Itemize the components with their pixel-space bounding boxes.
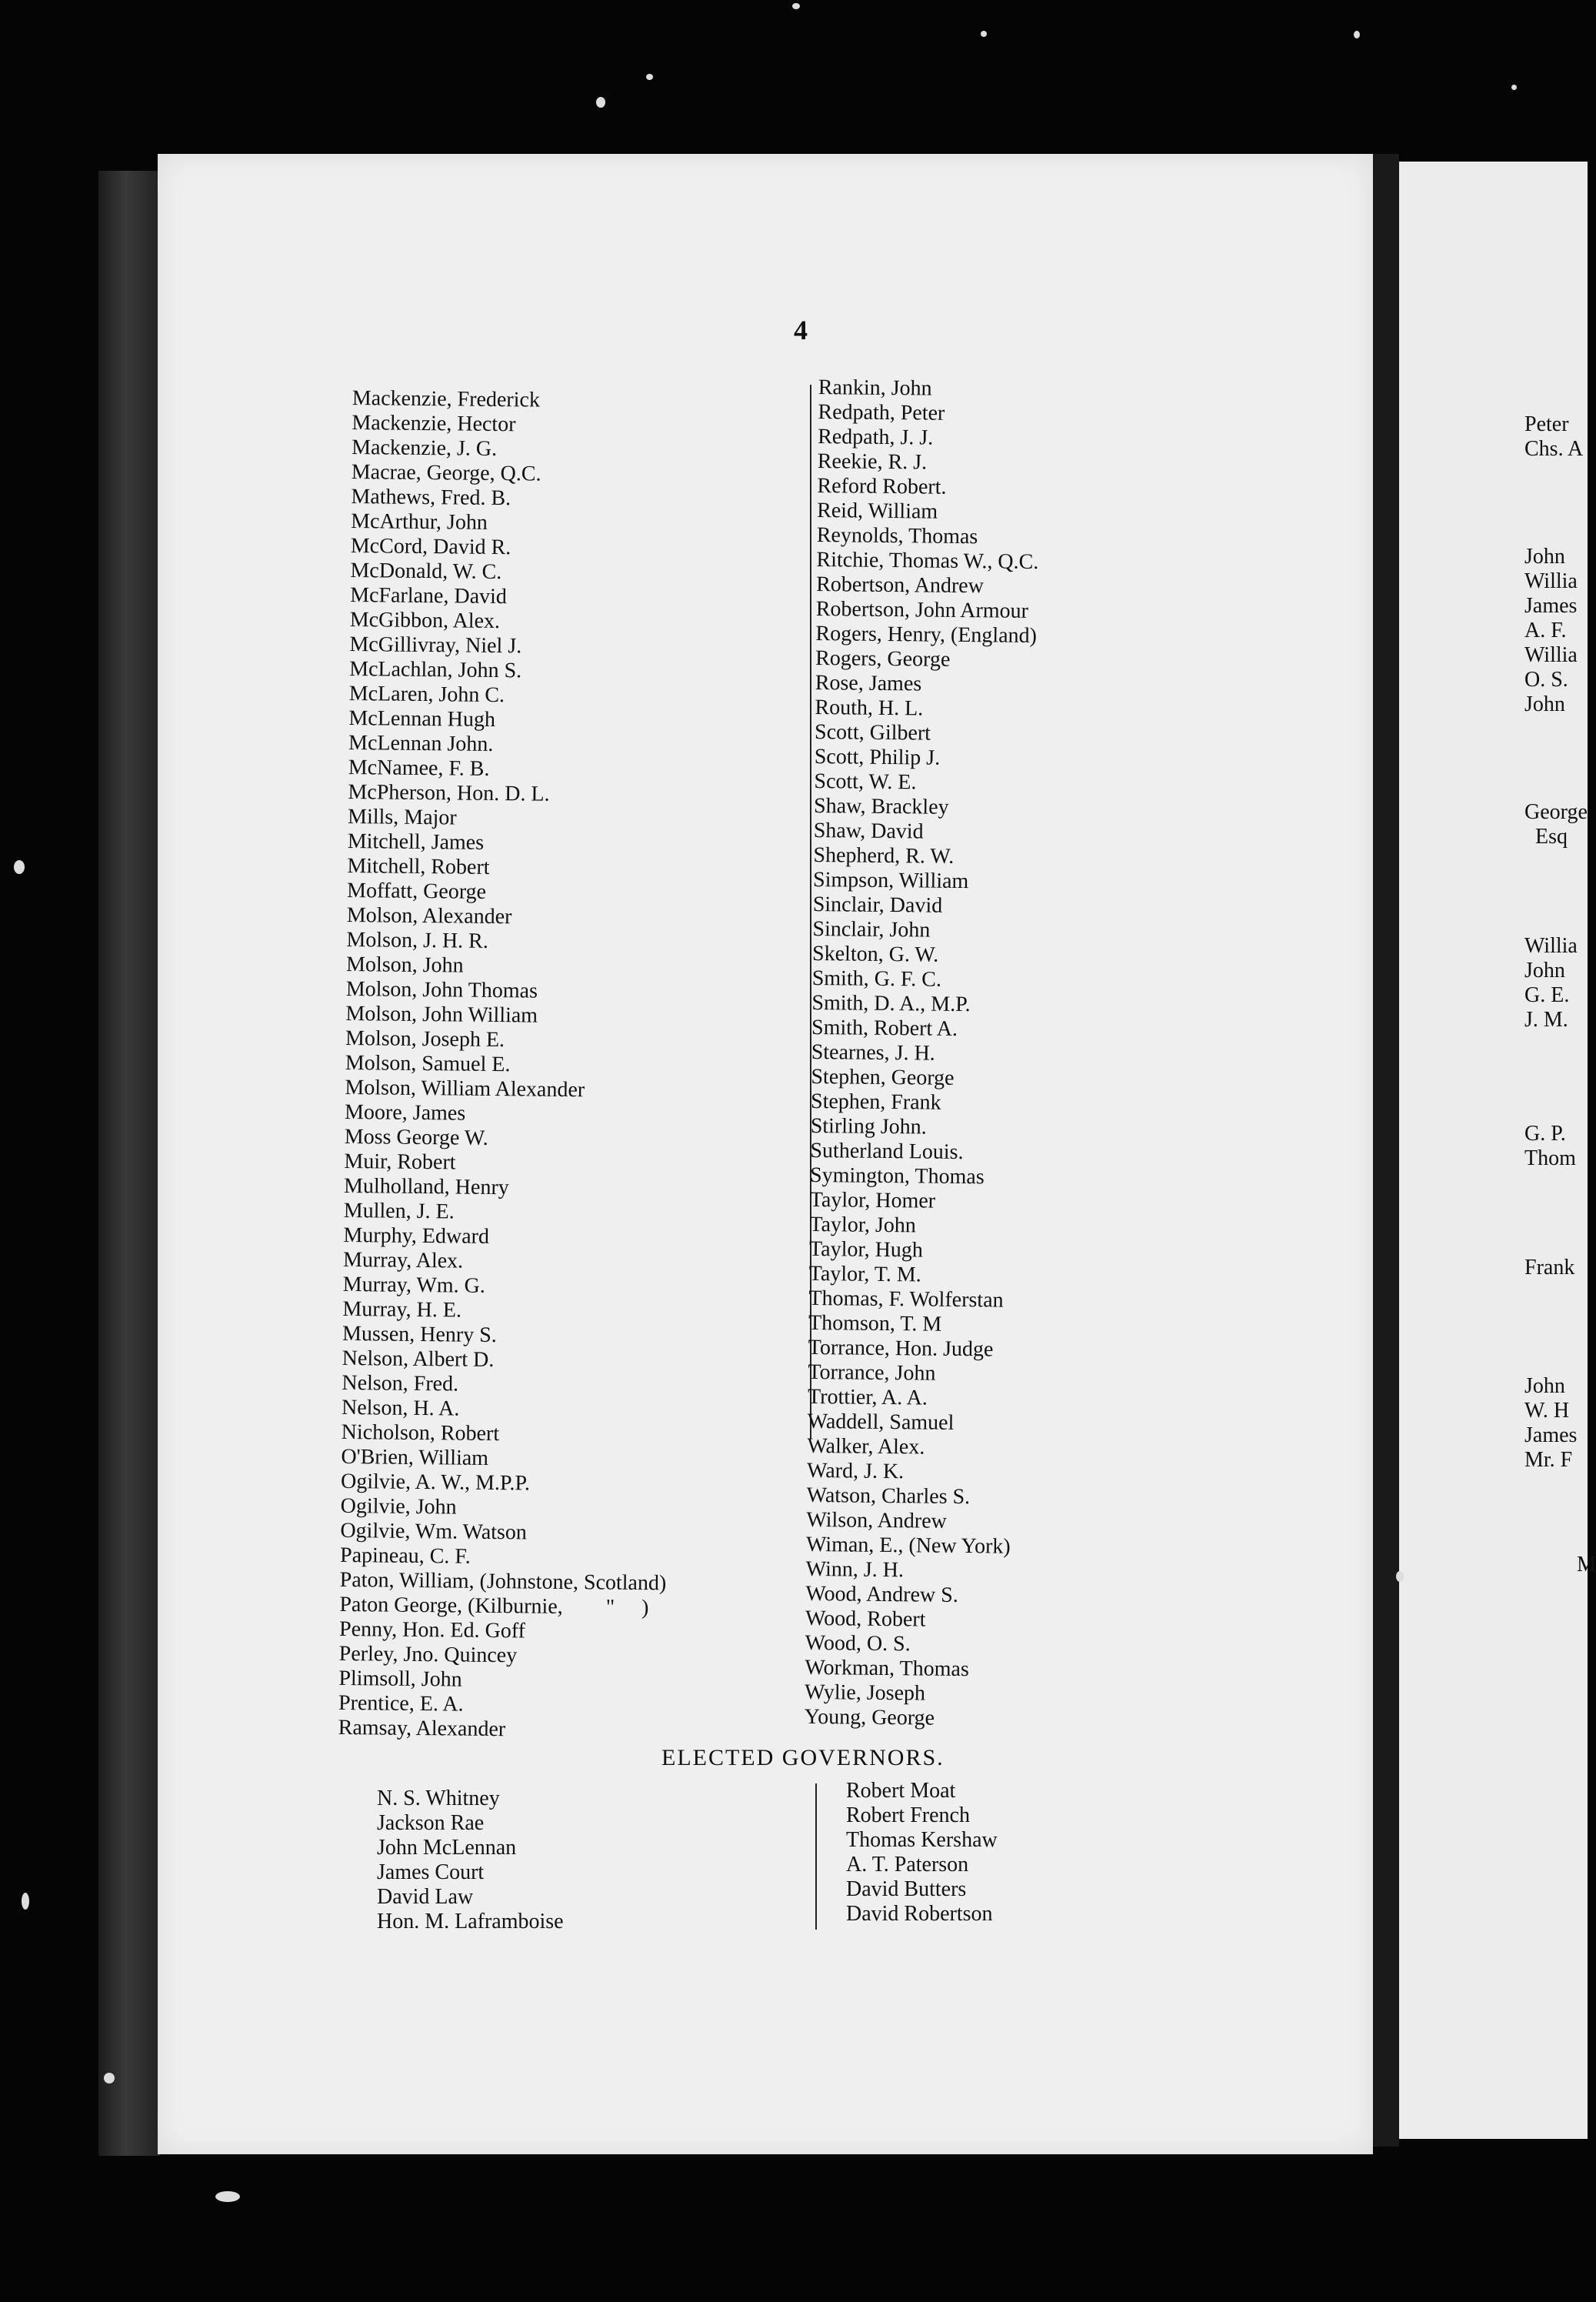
- member-name: Macrae, George, Q.C.: [351, 459, 541, 486]
- member-name: Molson, John William: [345, 1001, 538, 1028]
- member-name: Scott, W. E.: [814, 769, 917, 795]
- next-page-text-fragment: [1577, 1553, 1596, 1577]
- member-name: Prentice, E. A.: [338, 1690, 464, 1716]
- member-name: Moffatt, George: [346, 878, 487, 904]
- member-name: Mills, Major: [347, 804, 457, 830]
- dust-speck: [1396, 1571, 1404, 1582]
- member-name: Mitchell, James: [347, 829, 485, 855]
- dust-speck: [104, 2073, 115, 2083]
- member-name: Moss George W.: [344, 1124, 488, 1150]
- member-name: Smith, D. A., M.P.: [811, 990, 971, 1017]
- member-name: Mackenzie, Hector: [352, 410, 516, 437]
- fragment-line: Willia: [1524, 934, 1578, 958]
- governor-name: Robert French: [846, 1803, 970, 1827]
- member-name: Redpath, J. J.: [818, 424, 934, 450]
- member-name: Rogers, George: [815, 646, 951, 672]
- member-name: Ramsay, Alexander: [338, 1715, 506, 1742]
- member-name: Ogilvie, A. W., M.P.P.: [340, 1469, 531, 1496]
- member-name: McLaren, John C.: [348, 681, 505, 708]
- governor-name: A. T. Paterson: [846, 1853, 969, 1877]
- member-name: Watson, Charles S.: [806, 1483, 971, 1510]
- member-name: Sinclair, John: [812, 916, 931, 942]
- dust-speck: [215, 2191, 240, 2202]
- member-name: Rankin, John: [818, 375, 932, 401]
- next-page-text-fragment: [1524, 412, 1583, 462]
- member-name: McFarlane, David: [349, 582, 508, 609]
- member-name: Molson, Joseph E.: [345, 1026, 505, 1053]
- member-name: Shaw, David: [813, 818, 924, 844]
- member-name: Workman, Thomas: [805, 1655, 969, 1682]
- member-name: Redpath, Peter: [818, 399, 945, 425]
- fragment-line: A. F.: [1524, 619, 1567, 642]
- member-name: Molson, William Alexander: [345, 1075, 585, 1103]
- member-name: Rogers, Henry, (England): [815, 621, 1038, 648]
- member-name: Sutherland Louis.: [810, 1138, 964, 1165]
- member-name: Taylor, T. M.: [808, 1261, 921, 1287]
- member-name: Torrance, John: [808, 1360, 936, 1386]
- governor-name: David Law: [377, 1885, 474, 1909]
- member-name: Molson, John Thomas: [345, 976, 538, 1003]
- governor-name: John McLennan: [377, 1836, 517, 1860]
- member-name: Scott, Philip J.: [814, 744, 941, 770]
- member-name: Stirling John.: [810, 1113, 927, 1139]
- member-name: Trottier, A. A.: [807, 1384, 928, 1410]
- member-name: Mathews, Fred. B.: [351, 484, 511, 511]
- member-name: Mullen, J. E.: [343, 1198, 455, 1224]
- dust-speck: [596, 97, 605, 108]
- fragment-line: Peter: [1524, 412, 1569, 436]
- member-name: Wood, Andrew S.: [805, 1581, 958, 1607]
- member-name: Mulholland, Henry: [343, 1173, 509, 1200]
- dust-speck: [1511, 85, 1517, 90]
- governor-name: James Court: [377, 1860, 485, 1884]
- governor-name: Robert Moat: [846, 1779, 956, 1803]
- governors-list-right: [846, 1779, 998, 1927]
- dust-speck: [1354, 31, 1360, 38]
- member-name: Reford Robert.: [817, 473, 947, 499]
- fragment-line: Esq: [1524, 825, 1568, 849]
- fragment-line: W. H: [1524, 1399, 1570, 1423]
- member-name: Smith, Robert A.: [811, 1015, 958, 1041]
- member-name: Nelson, Fred.: [342, 1370, 459, 1396]
- fragment-line: James: [1524, 594, 1578, 618]
- document-page: [158, 154, 1373, 2154]
- member-name: Mackenzie, J. G.: [352, 435, 498, 461]
- member-name: McPherson, Hon. D. L.: [348, 779, 550, 806]
- member-name: Stephen, Frank: [810, 1089, 941, 1115]
- next-page-text-fragment: [1524, 934, 1578, 1033]
- member-name: Robertson, John Armour: [815, 596, 1029, 623]
- fragment-line: Chs. A: [1524, 437, 1584, 461]
- member-name: Winn, J. H.: [805, 1556, 905, 1583]
- member-name: Murray, H. E.: [342, 1296, 462, 1323]
- dust-speck: [981, 31, 987, 37]
- member-name: Mackenzie, Frederick: [352, 386, 541, 412]
- dust-speck: [22, 1893, 29, 1910]
- member-name: Murphy, Edward: [343, 1223, 490, 1249]
- member-name: Sinclair, David: [812, 892, 943, 918]
- member-name: Reekie, R. J.: [817, 449, 928, 475]
- governor-name: David Butters: [846, 1877, 967, 1901]
- governor-name: N. S. Whitney: [377, 1787, 500, 1810]
- member-name: Plimsoll, John: [338, 1666, 462, 1692]
- member-name: Penny, Hon. Ed. Goff: [338, 1616, 526, 1643]
- member-name: Shaw, Brackley: [813, 793, 949, 819]
- member-name: Walker, Alex.: [807, 1433, 925, 1460]
- fragment-line: James: [1524, 1423, 1578, 1447]
- fragment-line: John: [1524, 545, 1565, 569]
- member-name: Robertson, Andrew: [815, 572, 985, 599]
- fragment-line: O. S.: [1524, 668, 1568, 692]
- member-name: Routh, H. L.: [815, 695, 924, 721]
- fragment-line: Thom: [1524, 1146, 1576, 1170]
- member-name: Skelton, G. W.: [811, 941, 939, 967]
- fragment-line: Frank: [1524, 1256, 1575, 1279]
- page-number: 4: [794, 315, 808, 345]
- fragment-line: Mr. F: [1524, 1448, 1573, 1472]
- fragment-line: G. P.: [1524, 1122, 1566, 1146]
- member-name: Smith, G. F. C.: [811, 966, 942, 992]
- member-name: Scott, Gilbert: [814, 719, 931, 746]
- member-name: Murray, Alex.: [342, 1247, 464, 1273]
- member-name: Papineau, C. F.: [339, 1543, 471, 1569]
- member-name: Young, George: [804, 1704, 935, 1730]
- governor-name: Hon. M. Laframboise: [377, 1910, 564, 1933]
- member-name: Mussen, Henry S.: [342, 1321, 497, 1348]
- member-name: Nelson, Albert D.: [342, 1346, 495, 1372]
- next-page-text-fragment: [1524, 1122, 1576, 1171]
- member-name: McGibbon, Alex.: [349, 607, 501, 634]
- member-name: Muir, Robert: [344, 1149, 456, 1175]
- member-name: Stearnes, J. H.: [811, 1039, 935, 1066]
- fragment-line: M: [1577, 1553, 1596, 1576]
- fragment-line: George: [1524, 800, 1588, 824]
- next-page-text-fragment: [1524, 1374, 1577, 1473]
- fragment-line: Willia: [1524, 569, 1578, 593]
- member-name: McLennan Hugh: [348, 706, 496, 732]
- book-spine: [98, 171, 160, 2156]
- member-name: Molson, Alexander: [346, 902, 512, 929]
- member-name: Molson, J. H. R.: [346, 927, 488, 953]
- member-name: Moore, James: [344, 1099, 466, 1126]
- member-name: McArthur, John: [350, 509, 488, 535]
- page-gutter: [1373, 154, 1399, 2147]
- member-name: Taylor, John: [809, 1212, 917, 1238]
- member-name: Wilson, Andrew: [806, 1507, 947, 1533]
- member-name: Molson, Samuel E.: [345, 1050, 511, 1077]
- elected-governors-heading: ELECTED GOVERNORS.: [661, 1745, 945, 1770]
- governors-column-divider: [815, 1783, 817, 1930]
- member-name: Wood, O. S.: [805, 1630, 911, 1656]
- member-name: Reynolds, Thomas: [816, 522, 978, 549]
- member-name: Torrance, Hon. Judge: [808, 1335, 994, 1362]
- member-name: Perley, Jno. Quincey: [338, 1641, 518, 1668]
- member-name: Thomas, F. Wolferstan: [808, 1286, 1004, 1313]
- member-name: Murray, Wm. G.: [342, 1272, 486, 1298]
- dust-speck: [646, 74, 653, 80]
- governor-name: David Robertson: [846, 1902, 993, 1926]
- governor-name: Jackson Rae: [377, 1811, 485, 1835]
- member-name: McGillivray, Niel J.: [349, 632, 522, 659]
- member-name: McCord, David R.: [350, 533, 511, 560]
- member-name: Wylie, Joseph: [804, 1680, 926, 1706]
- member-name: Waddell, Samuel: [807, 1409, 955, 1435]
- member-name: Paton, William, (Johnstone, Scotland): [339, 1567, 667, 1596]
- member-name: Nelson, H. A.: [341, 1395, 460, 1421]
- fragment-line: John: [1524, 692, 1565, 716]
- fragment-line: J. M.: [1524, 1008, 1568, 1032]
- fragment-line: Willia: [1524, 643, 1578, 667]
- member-name: Reid, William: [816, 498, 938, 524]
- member-name: Molson, John: [345, 952, 464, 978]
- member-name: McDonald, W. C.: [350, 558, 502, 585]
- members-list-left: [338, 386, 679, 1743]
- member-name: Ogilvie, John: [340, 1493, 457, 1520]
- fragment-line: John: [1524, 959, 1565, 983]
- member-name: Mitchell, Robert: [347, 853, 490, 879]
- member-name: Ward, J. K.: [806, 1458, 905, 1484]
- next-page-text-fragment: [1524, 800, 1588, 849]
- member-name: Wiman, E., (New York): [805, 1532, 1011, 1559]
- dust-speck: [792, 3, 800, 9]
- member-name: Paton George, (Kilburnie, " ): [339, 1592, 649, 1620]
- member-name: Ogilvie, Wm. Watson: [340, 1518, 528, 1545]
- member-name: Rose, James: [815, 670, 922, 696]
- member-name: McNamee, F. B.: [348, 755, 490, 781]
- member-name: Ritchie, Thomas W., Q.C.: [816, 547, 1039, 575]
- fragment-line: G. E.: [1524, 983, 1570, 1007]
- member-name: Wood, Robert: [805, 1606, 926, 1632]
- dust-speck: [14, 860, 25, 874]
- member-name: Taylor, Homer: [809, 1187, 936, 1213]
- governors-list-left: [377, 1787, 564, 1934]
- member-name: McLachlan, John S.: [348, 656, 522, 683]
- member-name: O'Brien, William: [341, 1444, 489, 1470]
- members-list-right: [805, 375, 1041, 1732]
- next-page-text-fragment: [1524, 1256, 1574, 1280]
- fragment-line: John: [1524, 1374, 1565, 1398]
- governor-name: Thomas Kershaw: [846, 1828, 998, 1852]
- member-name: McLennan John.: [348, 730, 494, 756]
- member-name: Simpson, William: [812, 867, 969, 894]
- member-name: Shepherd, R. W.: [813, 842, 955, 869]
- member-name: Stephen, George: [811, 1064, 955, 1090]
- member-name: Symington, Thomas: [809, 1163, 985, 1189]
- member-name: Thomson, T. M: [808, 1310, 942, 1336]
- next-page-text-fragment: [1524, 545, 1578, 717]
- member-name: Nicholson, Robert: [341, 1420, 500, 1446]
- member-name: Taylor, Hugh: [808, 1236, 924, 1263]
